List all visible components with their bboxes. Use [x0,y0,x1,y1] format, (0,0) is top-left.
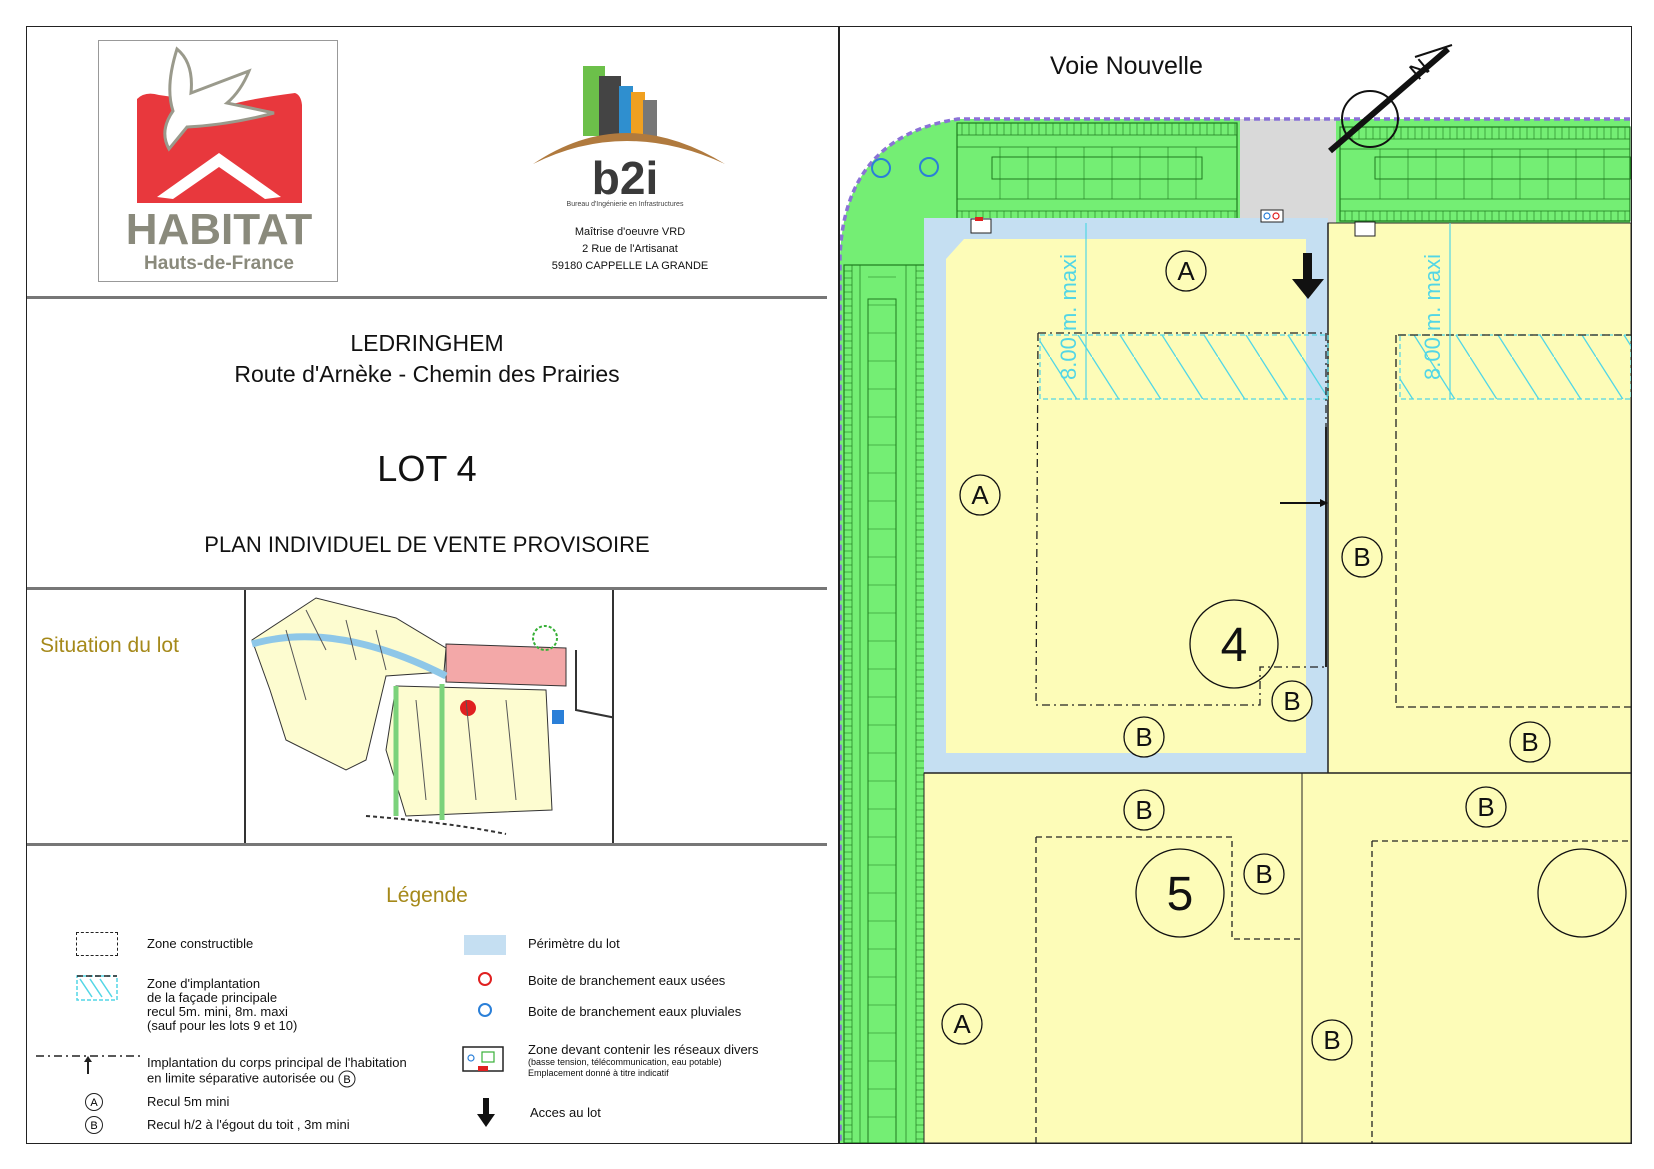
project-address: Route d'Arnèke - Chemin des Prairies [234,361,620,387]
legend-recul-b-label: Recul h/2 à l'égout du toit , 3m mini [147,1117,350,1132]
setback-marker-a [960,475,1000,515]
legend-zone-implantation-symbol [76,975,118,1001]
legend-reseaux-line-3: Emplacement donné à titre indicatif [528,1068,669,1078]
legend-reseaux-label [528,1043,759,1079]
legend-eaux-usees-label: Boite de branchement eaux usées [528,973,726,988]
parking-strip-left [844,265,926,1143]
contractor-line-2: 2 Rue de l'Artisanat [582,243,678,255]
setback-marker-b [1272,681,1312,721]
setback-marker-b [1342,537,1382,577]
setback-marker-a [942,1004,982,1044]
legend-perimetre-symbol [464,935,506,955]
b2i-logo-name: b2i [591,152,659,204]
setback-marker-b [1244,854,1284,894]
svg-text:B: B [1135,795,1153,825]
habitat-logo [98,40,338,282]
b2i-logo-tagline: Bureau d'Ingénierie en Infrastructures [566,201,684,208]
legend-limite-line-2-text: en limite séparative autorisée ou [147,1070,335,1086]
setback-marker-b [1124,790,1164,830]
setback-marker-a [1166,251,1206,291]
situation-right-border [612,590,614,843]
dimension-label-lot-4: 8.00 m. maxi [1056,254,1081,380]
legend-zone-constructible-symbol [76,932,118,956]
svg-text:B: B [1135,722,1153,752]
lot-5-area [924,773,1302,1143]
setback-marker-b [1124,717,1164,757]
svg-text:B: B [1353,542,1371,572]
situation-label: Situation du lot [40,634,179,657]
legend-recul-a-letter: A [90,1097,98,1109]
svg-text:A: A [1177,256,1195,286]
legend-eaux-pluviales-label: Boite de branchement eaux pluviales [528,1004,742,1019]
header-divider [27,296,827,299]
legend-zone-implantation-line-2: de la façade principale [147,990,278,1005]
lot-4-number: 4 [1220,619,1248,672]
habitat-logo-graphic [99,41,337,281]
reseaux-box [971,219,991,233]
gray-access-area [1240,119,1336,227]
lot-title: LOT 4 [377,448,477,489]
legend-reseaux-line-1: Zone devant contenir les réseaux divers [528,1042,759,1057]
lot-neighbor-bottom-right [1302,773,1631,1143]
legend-title: Légende [386,884,468,907]
parking-strip-top-left [957,123,1237,221]
dimension-label-neighbor: 8.00 m. maxi [1420,254,1445,380]
situation-minimap [246,590,612,843]
svg-text:B: B [1323,1025,1341,1055]
lot-plan-map [840,27,1631,1143]
situation-divider [27,843,827,846]
contractor-line-3: 59180 CAPPELLE LA GRANDE [551,260,709,272]
reseaux-box-right [1355,222,1375,236]
legend-recul-a-label: Recul 5m mini [147,1094,230,1109]
legend-eaux-pluviales-symbol [478,1003,492,1017]
lot-5-number: 5 [1166,868,1194,921]
north-letter: N [1404,53,1436,86]
legend-limite-line-2 [147,1070,407,1088]
legend-limite-line-1: Implantation du corps principal de l'habitation [147,1055,407,1070]
legend-limite-b-letter: B [343,1074,351,1086]
habitat-logo-region: Hauts-de-France [144,253,294,274]
legend-zone-implantation-label [147,977,297,1033]
legend-acces-label: Acces au lot [530,1105,601,1120]
legend-acces-arrow-icon [476,1098,496,1128]
setback-marker-b [1466,787,1506,827]
legend-eaux-usees-symbol [478,972,492,986]
legend-reseaux-line-2: (basse tension, télécommunication, eau potable) [528,1057,722,1067]
legend-zone-constructible-label: Zone constructible [147,936,254,951]
legend-recul-a-symbol [84,1092,104,1112]
svg-text:A: A [971,480,989,510]
svg-text:B: B [1477,792,1495,822]
legend-zone-implantation-line-3: recul 5m. mini, 8m. maxi [147,1004,288,1019]
svg-text:A: A [953,1009,971,1039]
plan-title: PLAN INDIVIDUEL DE VENTE PROVISOIRE [204,532,650,557]
legend-zone-implantation-line-4: (sauf pour les lots 9 et 10) [147,1018,298,1033]
legend-reseaux-symbol [462,1046,504,1074]
street-name: Voie Nouvelle [1050,52,1203,80]
legend-recul-b-symbol [84,1115,104,1135]
project-town: LEDRINGHEM [350,330,504,356]
setback-marker-b [1312,1020,1352,1060]
lot-neighbor-right [1328,223,1631,773]
legend-recul-b-letter: B [90,1120,98,1132]
setback-marker-b [1510,722,1550,762]
legend-limite-symbol [36,1052,142,1078]
contractor-line-1: Maîtrise d'oeuvre VRD [574,226,686,238]
legend-perimetre-label: Périmètre du lot [528,936,620,951]
contractor-address [520,224,740,275]
svg-text:B: B [1255,859,1273,889]
svg-text:B: B [1283,686,1301,716]
svg-text:B: B [1521,727,1539,757]
b2i-logo [525,62,735,208]
legend-limite-label [147,1056,407,1088]
lot-4-implantation-zone [1040,335,1328,399]
legend-limite-b-symbol [338,1070,356,1088]
habitat-logo-name: HABITAT [125,205,313,254]
parking-strip-top-right [1340,127,1630,221]
legend-zone-implantation-line-1: Zone d'implantation [147,976,261,991]
